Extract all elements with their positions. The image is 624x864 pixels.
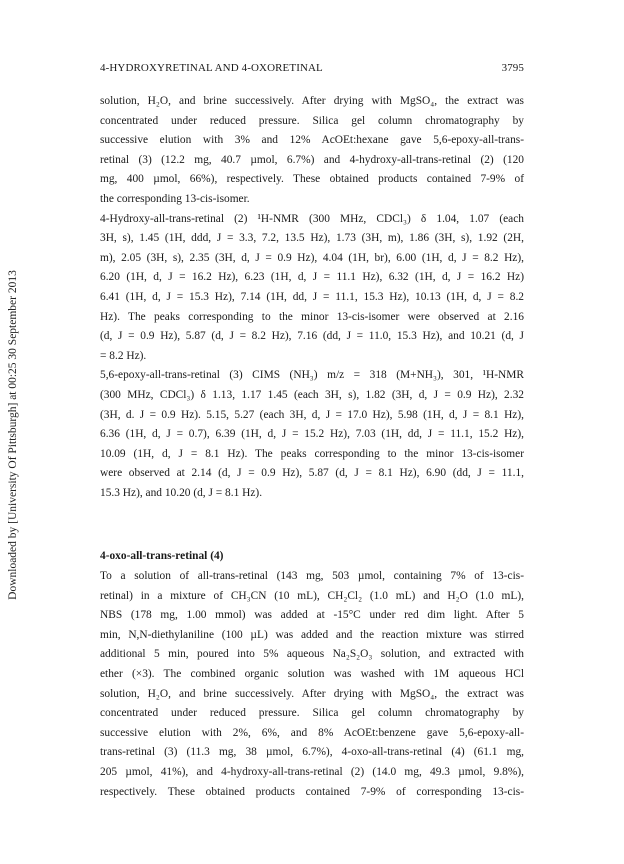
text-line: NBS (178 mg, 1.00 mmol) was added at -15°C under red dim light. After 5 bbox=[100, 609, 524, 622]
section-heading: 4-oxo-all-trans-retinal (4) bbox=[100, 550, 224, 563]
text-line: (3H, d. J = 0.9 Hz). 5.15, 5.27 (each 3H, d, J = 17.0 Hz), 5.98 (1H, d, J = 8.1 Hz), bbox=[100, 408, 524, 421]
text-line: trans-retinal (3) (11.3 mg, 38 µmol, 6.7%), 4-oxo-all-trans-retinal (4) (61.1 mg, bbox=[100, 746, 524, 759]
text-line: successive elution with 2%, 6%, and 8% AcOEt:benzene gave 5,6-epoxy-all- bbox=[100, 726, 524, 739]
text-line: the corresponding 13-cis-isomer. bbox=[100, 192, 250, 205]
text-line: (d, J = 0.9 Hz), 5.87 (d, J = 8.2 Hz), 7.16 (dd, J = 11.0, 15.3 Hz), and 10.21 (d, J bbox=[100, 330, 524, 343]
text-line: = 8.2 Hz). bbox=[100, 349, 147, 362]
download-watermark bbox=[2, 240, 24, 630]
page-number: 3795 bbox=[501, 62, 524, 74]
text-line: 5,6-epoxy-all-trans-retinal (3) CIMS (NH₃) m/z = 318 (M+NH₃), 301, ¹H-NMR bbox=[100, 369, 524, 382]
text-line: respectively. These obtained products contained 7-9% of corresponding 13-cis- bbox=[100, 785, 524, 798]
text-line: 4-Hydroxy-all-trans-retinal (2) ¹H-NMR (300 MHz, CDCl₃) δ 1.04, 1.07 (each bbox=[100, 212, 524, 225]
text-line: 6.20 (1H, d, J = 16.2 Hz), 6.23 (1H, d, J = 11.1 Hz), 6.32 (1H, d, J = 16.2 Hz) bbox=[100, 271, 524, 284]
paragraph-workup-1 bbox=[100, 92, 524, 210]
text-line: were observed at 2.14 (d, J = 0.9 Hz), 5.87 (d, J = 8.1 Hz), 6.90 (dd, J = 11.1, bbox=[100, 467, 524, 480]
text-line: min, N,N-diethylaniline (100 µL) was added and the reaction mixture was stirred bbox=[100, 628, 524, 641]
text-line: retinal) in a mixture of CH₃CN (10 mL), CH₂Cl₂ (1.0 mL) and H₂O (1.0 mL), bbox=[100, 589, 524, 602]
body-text bbox=[100, 92, 524, 802]
text-line: ether (×3). The combined organic solution was washed with 1M aqueous HCl bbox=[100, 668, 524, 681]
running-head bbox=[100, 62, 524, 76]
running-head-title: 4-HYDROXYRETINAL AND 4-OXORETINAL bbox=[100, 62, 323, 74]
paragraph-nmr-compound-3 bbox=[100, 366, 524, 503]
text-line: mg, 400 µmol, 66%), respectively. These obtained products contained 7-9% of bbox=[100, 173, 524, 186]
watermark-text: Downloaded by [University Of Pittsburgh] at 00:25 30 September 2013 bbox=[7, 270, 19, 600]
text-line: 6.41 (1H, d, J = 15.3 Hz), 7.14 (1H, dd, J = 11.1, 15.3 Hz), 10.13 (1H, d, J = 8.2 bbox=[100, 290, 524, 303]
text-line: Hz). The peaks corresponding to the minor 13-cis-isomer were observed at 2.16 bbox=[100, 310, 524, 323]
text-line: retinal (3) (12.2 mg, 40.7 µmol, 6.7%) and 4-hydroxy-all-trans-retinal (2) (120 bbox=[100, 153, 524, 166]
text-line: 3H, s), 1.45 (1H, ddd, J = 3.3, 7.2, 13.5 Hz), 1.73 (3H, m), 1.86 (3H, s), 1.92 (2H, bbox=[100, 232, 524, 245]
text-line: 15.3 Hz), and 10.20 (d, J = 8.1 Hz). bbox=[100, 486, 263, 499]
text-line: (300 MHz, CDCl₃) δ 1.13, 1.17 1.45 (each 3H, s), 1.82 (3H, d, J = 0.9 Hz), 2.32 bbox=[100, 388, 524, 401]
text-line: 205 µmol, 41%), and 4-hydroxy-all-trans-retinal (2) (14.0 mg, 49.3 µmol, 9.8%), bbox=[100, 766, 524, 778]
text-line: concentrated under reduced pressure. Silica gel column chromatography by bbox=[100, 114, 524, 127]
text-line: concentrated under reduced pressure. Silica gel column chromatography by bbox=[100, 707, 524, 720]
section-spacer bbox=[100, 503, 524, 547]
text-line: 10.09 (1H, d, J = 8.1 Hz). The peaks corresponding to the minor 13-cis-isomer bbox=[100, 447, 524, 460]
text-line: solution, H₂O, and brine successively. After drying with MgSO₄, the extract was bbox=[100, 687, 524, 700]
text-line: successive elution with 3% and 12% AcOEt:hexane gave 5,6-epoxy-all-trans- bbox=[100, 134, 524, 147]
paragraph-procedure-compound-4 bbox=[100, 567, 524, 802]
text-line: additional 5 min, poured into 5% aqueous Na₂S₂O₃ solution, and extracted with bbox=[100, 648, 524, 661]
text-line: solution, H₂O, and brine successively. After drying with MgSO₄, the extract was bbox=[100, 95, 524, 107]
text-line: m), 2.05 (3H, s), 2.35 (3H, d, J = 0.9 Hz), 4.04 (1H, br), 6.00 (1H, d, J = 8.2 Hz), bbox=[100, 251, 524, 264]
text-line: To a solution of all-trans-retinal (143 mg, 503 µmol, containing 7% of 13-cis- bbox=[100, 570, 524, 583]
paragraph-nmr-compound-2 bbox=[100, 210, 524, 367]
text-line: 6.36 (1H, d, J = 0.7), 6.39 (1H, d, J = 15.2 Hz), 7.03 (1H, dd, J = 11.1, 15.2 Hz), bbox=[100, 428, 524, 441]
